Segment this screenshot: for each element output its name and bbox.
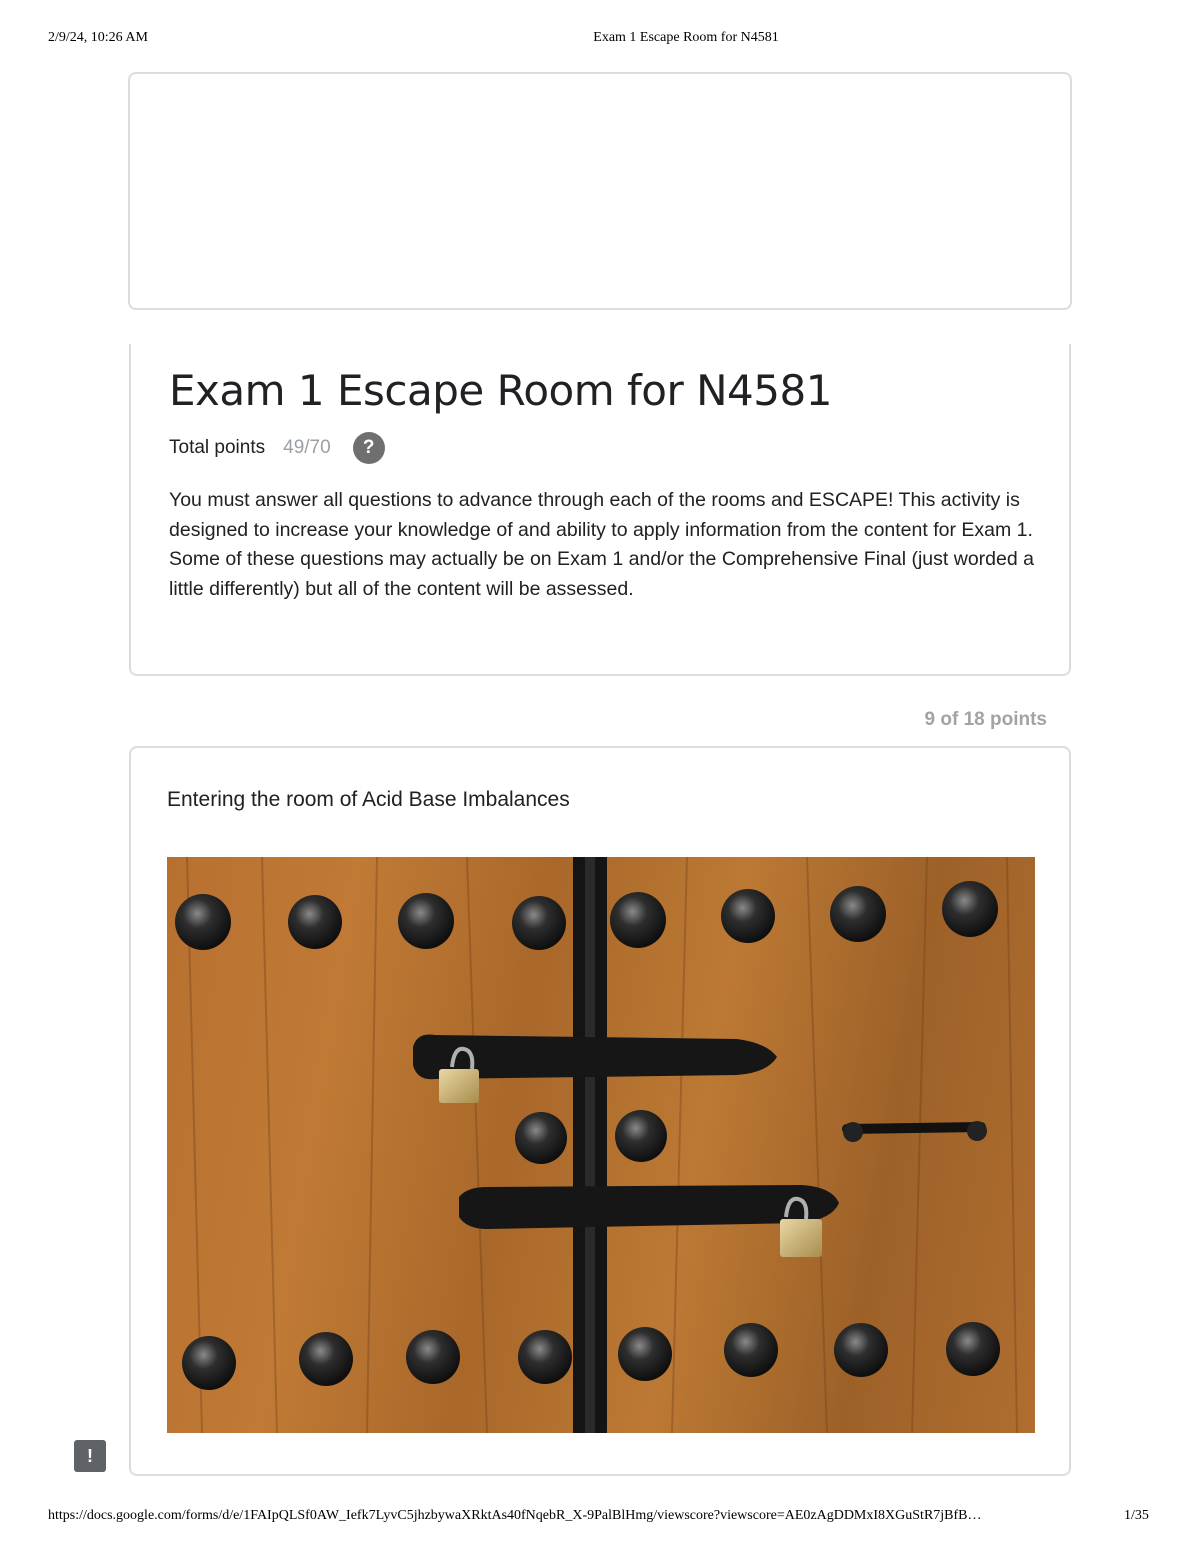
help-icon[interactable]: ? xyxy=(353,432,385,464)
form-title-card xyxy=(129,344,1071,676)
print-url: https://docs.google.com/forms/d/e/1FAIpQLSf0AW_Iefk7LyvC5jhzbywaXRktAs40fNqebR_X-9PalBlHmg/viewscore?viewscore=AE0zAgDDMxI8XGuStR7jBfB… xyxy=(48,1508,982,1523)
page-title: Exam 1 Escape Room for N4581 xyxy=(169,366,832,415)
print-doc-title: Exam 1 Escape Room for N4581 xyxy=(593,30,779,45)
print-page-number: 1/35 xyxy=(1124,1508,1149,1523)
total-points-row xyxy=(169,432,385,464)
section-title: Entering the room of Acid Base Imbalances xyxy=(167,788,570,811)
form-description xyxy=(169,486,1049,604)
section-card xyxy=(129,746,1071,1476)
report-icon[interactable]: ! xyxy=(74,1440,106,1472)
total-points-label: Total points xyxy=(169,437,266,458)
header-banner-card xyxy=(128,72,1072,310)
total-points-value: 49/70 xyxy=(283,437,331,458)
door-image xyxy=(167,857,1035,1433)
description-paragraph: Some of these questions may actually be on Exam 1 and/or the Comprehensive Final (just worded a little differently) but all of the content will be assessed. xyxy=(169,548,1034,600)
print-datetime: 2/9/24, 10:26 AM xyxy=(48,30,148,45)
section-points: 9 of 18 points xyxy=(924,709,1047,730)
description-paragraph: You must answer all questions to advance through each of the rooms and ESCAPE! This activity is designed to increase your knowledge of and ability to apply information from the content for Exam 1. xyxy=(169,489,1033,541)
